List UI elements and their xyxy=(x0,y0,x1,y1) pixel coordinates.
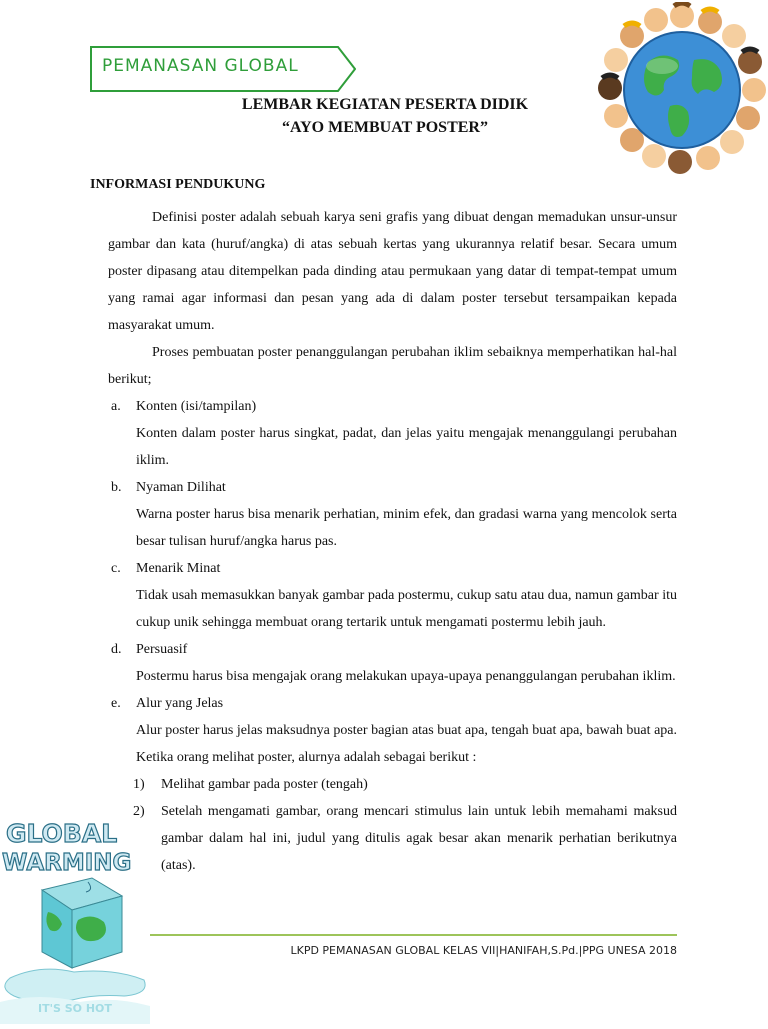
footer-divider xyxy=(150,934,677,936)
list-item-title: Alur yang Jelas xyxy=(136,696,224,711)
melt-puddle xyxy=(0,969,150,1024)
globe-children-illustration xyxy=(598,2,766,174)
section-heading: INFORMASI PENDUKUNG xyxy=(90,177,266,192)
list-item xyxy=(108,636,677,690)
step-text: Melihat gambar pada poster (tengah) xyxy=(161,777,368,792)
step-marker: 2) xyxy=(133,804,145,819)
gw-tagline: IT'S SO HOT xyxy=(38,1002,112,1015)
list-item xyxy=(108,474,677,555)
globe-icon xyxy=(624,32,740,148)
numbered-step xyxy=(108,771,677,798)
list-marker: e. xyxy=(111,696,121,711)
gw-line2: WARMING xyxy=(2,850,132,876)
list-marker: d. xyxy=(111,642,122,657)
step-text: Setelah mengamati gambar, orang mencari stimulus lain untuk lebih memahami maksud gambar dalam hal ini, judul yang ditulis agak besar akan menarik perhatian berikutnya (atas). xyxy=(161,804,677,873)
step-marker: 1) xyxy=(133,777,145,792)
list-item-title: Menarik Minat xyxy=(136,561,221,576)
list-item-title: Konten (isi/tampilan) xyxy=(136,399,257,414)
document-subtitle: “AYO MEMBUAT POSTER” xyxy=(282,119,488,136)
list-item-desc: Tidak usah memasukkan banyak gambar pada postermu, cukup satu atau dua, namun gambar itu cukup unik sehingga membuat orang tertarik untuk mengamati postermu lebih jauh. xyxy=(136,588,677,630)
list-marker: c. xyxy=(111,561,121,576)
list-marker: b. xyxy=(111,480,122,495)
list-item xyxy=(108,690,677,771)
topic-banner xyxy=(90,46,356,92)
list-item-desc: Postermu harus bisa mengajak orang melakukan upaya-upaya penanggulangan perubahan iklim. xyxy=(136,669,676,684)
list-item-desc: Konten dalam poster harus singkat, padat, dan jelas yaitu mengajak menanggulangi perubahan iklim. xyxy=(136,426,677,468)
document-body xyxy=(108,204,677,879)
paragraph-process: Proses pembuatan poster penanggulangan perubahan iklim sebaiknya memperhatikan hal-hal berikut; xyxy=(108,345,677,387)
list-item xyxy=(108,393,677,474)
list-item-title: Nyaman Dilihat xyxy=(136,480,226,495)
list-item xyxy=(108,555,677,636)
footer-text: LKPD PEMANASAN GLOBAL KELAS VII|HANIFAH,S.Pd.|PPG UNESA 2018 xyxy=(290,944,677,957)
numbered-step xyxy=(108,798,677,879)
list-item-title: Persuasif xyxy=(136,642,188,657)
banner-label: PEMANASAN GLOBAL xyxy=(102,56,299,76)
list-marker: a. xyxy=(111,399,121,414)
list-item-desc: Warna poster harus bisa menarik perhatian, minim efek, dan gradasi warna yang mencolok serta besar tulisan huruf/angka harus pas. xyxy=(136,507,677,549)
paragraph-definition: Definisi poster adalah sebuah karya seni grafis yang dibuat dengan memadukan unsur-unsur gambar dan kata (huruf/angka) di atas sebuah kertas yang ukurannya relatif besar. Secara umum poster dipasang atau ditempelkan pada dinding atau permukaan yang datar di tempat-tempat umum yang ramai agar informasi dan pesan yang ada di dalam poster tersebut tersampaikan kepada masyarakat umum. xyxy=(108,210,677,333)
gw-line1: GLOBAL xyxy=(6,819,118,848)
melting-cube-icon xyxy=(42,878,122,968)
list-item-desc: Alur poster harus jelas maksudnya poster bagian atas buat apa, tengah buat apa, bawah buat apa. Ketika orang melihat poster, alurnya adalah sebagai berikut : xyxy=(136,723,677,765)
global-warming-illustration xyxy=(0,812,150,1024)
document-title: LEMBAR KEGIATAN PESERTA DIDIK xyxy=(241,96,529,113)
